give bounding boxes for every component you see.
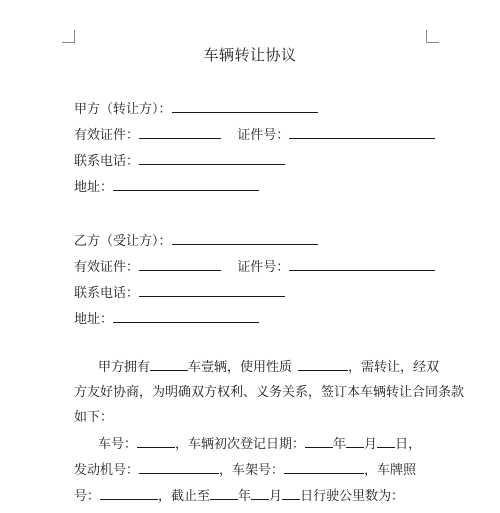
reg-month-blank[interactable]: [346, 435, 364, 448]
body-text-2: 方友好协商，为明确双方权利、义务关系，签订本车辆转让合同条款: [74, 385, 465, 400]
document-title: 车辆转让协议: [203, 46, 297, 64]
body-line-4: [74, 432, 434, 457]
party-b-id-no-label: 证件号：: [237, 260, 290, 275]
party-a-id-no-blank[interactable]: [289, 126, 435, 139]
body-text-6e: 日行驶公里数为：: [300, 489, 405, 504]
body-line-1: [74, 355, 440, 380]
party-b-phone-label: 联系电话：: [74, 286, 140, 301]
body-text-5a: 发动机号：: [74, 463, 140, 478]
body-text-4c: 年: [333, 437, 347, 452]
reg-year-blank[interactable]: [305, 435, 333, 448]
body-text-6c: 年: [238, 489, 252, 504]
body-text-1a: 甲方拥有: [98, 360, 151, 375]
party-b-id-blank[interactable]: [139, 258, 221, 271]
party-b-name-label: 乙方（受让方）：: [74, 234, 172, 249]
party-b-phone-blank[interactable]: [139, 284, 285, 297]
body-text-1b: 车壹辆，使用性质: [188, 360, 293, 375]
party-a-name-label: 甲方（转让方）：: [74, 102, 172, 117]
body-text-5c: ，车牌照: [364, 463, 417, 478]
party-b-address-line: [74, 310, 259, 328]
body-text-6b: ，截止至: [158, 489, 211, 504]
body-text-4a: 车号：: [98, 437, 138, 452]
vehicle-type-blank[interactable]: [150, 358, 188, 371]
party-a-name-line: [74, 100, 318, 118]
plate-no-blank[interactable]: [137, 435, 175, 448]
body-text-6d: 月: [269, 489, 283, 504]
party-a-id-label: 有效证件：: [74, 128, 140, 143]
party-a-id-no-label: 证件号：: [237, 128, 290, 143]
body-text-4d: 月: [364, 437, 378, 452]
body-line-3: [74, 405, 434, 430]
party-b-address-label: 地址：: [74, 312, 114, 327]
body-text-4b: ，车辆初次登记日期：: [175, 437, 306, 452]
body-text-6a: 号：: [74, 489, 101, 504]
reg-day-blank[interactable]: [377, 435, 395, 448]
party-b-phone-line: [74, 284, 285, 302]
party-b-id-no-blank[interactable]: [289, 258, 435, 271]
until-month-blank[interactable]: [251, 487, 269, 500]
party-a-id-line: [74, 126, 435, 144]
usage-nature-blank[interactable]: [298, 358, 348, 371]
engine-no-blank[interactable]: [139, 461, 219, 474]
body-line-6: [74, 484, 434, 509]
party-a-phone-line: [74, 152, 285, 170]
party-a-address-label: 地址：: [74, 180, 114, 195]
page-corner-mark-right: [426, 30, 439, 43]
party-b-address-blank[interactable]: [113, 310, 259, 323]
body-text-3: 如下：: [74, 410, 114, 425]
body-line-5: [74, 458, 434, 483]
frame-no-blank[interactable]: [284, 461, 364, 474]
body-text-5b: ，车架号：: [219, 463, 285, 478]
party-a-phone-label: 联系电话：: [74, 154, 140, 169]
party-b-name-blank[interactable]: [172, 232, 318, 245]
party-b-id-line: [74, 258, 435, 276]
party-b-id-label: 有效证件：: [74, 260, 140, 275]
party-a-address-blank[interactable]: [113, 178, 259, 191]
body-text-1c: ，需转让，经双: [348, 360, 440, 375]
until-year-blank[interactable]: [210, 487, 238, 500]
license-no-blank[interactable]: [100, 487, 158, 500]
body-line-2: [74, 380, 465, 405]
party-a-name-blank[interactable]: [172, 100, 318, 113]
body-text-4e: 日，: [395, 437, 422, 452]
until-day-blank[interactable]: [282, 487, 300, 500]
party-a-id-blank[interactable]: [139, 126, 221, 139]
party-a-phone-blank[interactable]: [139, 152, 285, 165]
page-corner-mark-left: [62, 30, 75, 43]
party-a-address-line: [74, 178, 259, 196]
party-b-name-line: [74, 232, 318, 250]
